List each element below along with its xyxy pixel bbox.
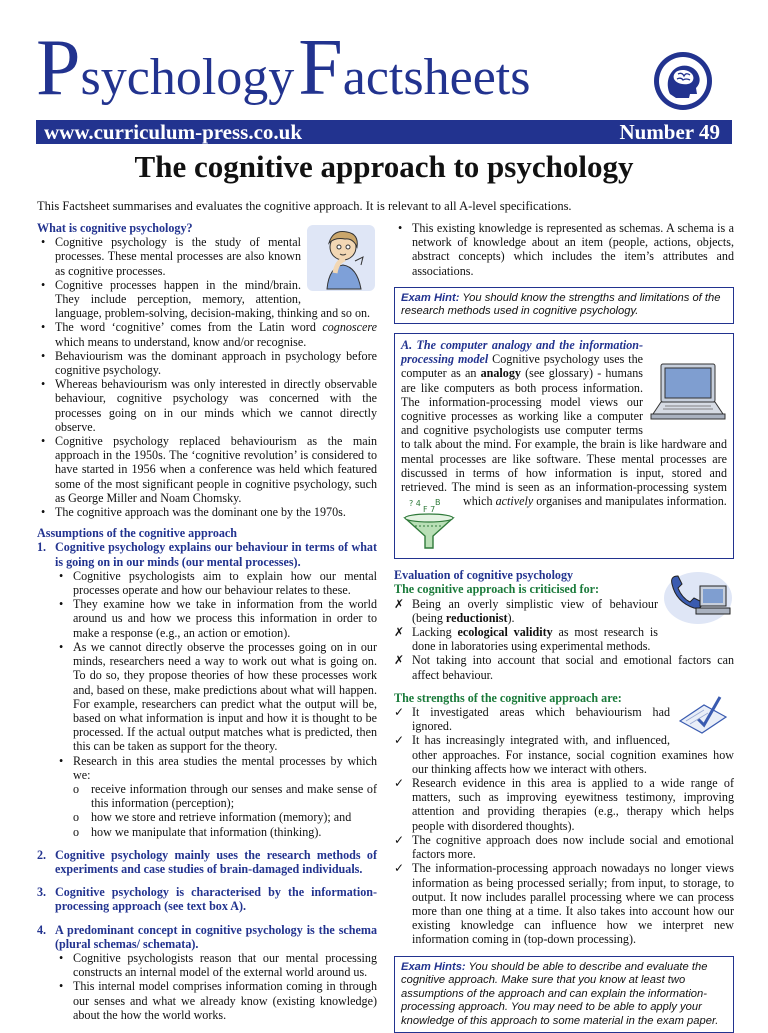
list-item: ✓ The cognitive approach does now include social and emotional factors more. <box>394 833 734 861</box>
list-item: o receive information through our senses and make sense of this information (perception); <box>73 782 377 810</box>
actively-term: actively <box>495 494 534 509</box>
list-item: ✓ Research evidence in this area is applied to a wide range of matters, such as improving eyewitness testimony, improving attention and providing therapies (e.g., therapy which helps people with disordered thoughts). <box>394 776 734 833</box>
exam-hint-box: Exam Hint: You should know the strengths and limitations of the research methods used in cognitive psychology. <box>394 287 734 324</box>
list-item: ✗ Lacking ecological validity as most research is done in laboratories using experimental methods. <box>394 625 734 653</box>
intro-text: This Factsheet summarises and evaluates the cognitive approach. It is relevant to all A-level specifications. <box>37 199 572 213</box>
list-item: ✓ The information-processing approach nowadays no longer views information as being processed serially; from input, to storage, to output. It now includes parallel processing where we can process more than one thing at a time. It also takes into account how our existing knowledge can influence how we interpret new information coming in (top-down processing). <box>394 861 734 946</box>
assumption-3: 3. Cognitive psychology is characterised by the information-processing approach (see text box A). <box>37 885 377 914</box>
header-bar <box>36 120 732 144</box>
right-column <box>394 221 734 1033</box>
list-item: • As we cannot directly observe the processes going on in our minds, researchers need a way to work out what is going on. To do so, they propose theories of how these processes work and, based on these, make predictions about what will happen. For example, researchers can predict what the output will be, based on what information is input and how it is thought to be processed. If the actual output matches what is predicted, then this can be taken as support for the theory. <box>55 640 377 754</box>
assumption-2: 2. Cognitive psychology mainly uses the research methods of experiments and case studies of brain-damaged individuals. <box>37 847 377 876</box>
list-item: ✗ Being an overly simplistic view of behaviour (being reductionist). <box>394 597 734 625</box>
list-item: • This existing knowledge is represented as schemas. A schema is a network of knowledge about an item (people, actions, objects, abstract concepts) which includes the item’s attributes and associations. <box>394 221 734 278</box>
list-item: • Cognitive psychology replaced behaviourism as the main approach in the 1950s. The ‘cognitive revolution’ is considered to have started in 1956 when a conference was held which featured some of the most significant people in cognitive psychology, such as George Miller and Noam Chomsky. <box>37 434 377 505</box>
box-a-heading: A. The computer analogy and the information-processing model <box>401 338 643 367</box>
svg-text:? 4: ? 4 <box>409 499 421 509</box>
list-item: • Cognitive psychology is the study of mental processes. These mental processes are also known as cognitive processes. <box>37 235 377 278</box>
list-item: • The word ‘cognitive’ comes from the Latin word cognoscere which means to understand, know and/or recognise. <box>37 320 377 348</box>
list-item: • Cognitive psychologists reason that our mental processing constructs an internal model of the external world around us. <box>55 951 377 979</box>
list-item: • They examine how we take in information from the world around us and how we process this information in order to make a response (e.g., an action or emotion). <box>55 597 377 640</box>
assumption-4: 4. A predominant concept in cognitive psychology is the schema (plural schemas/ schemata). <box>37 922 377 951</box>
schema-list <box>394 221 734 278</box>
list-item: ✗ Not taking into account that social and emotional factors can affect behaviour. <box>394 653 734 681</box>
what-heading: What is cognitive psychology? <box>37 221 193 235</box>
latin-word: cognoscere <box>322 320 377 335</box>
assumption-1-list <box>37 569 377 782</box>
funnel-icon <box>401 496 457 554</box>
list-item: • Behaviourism was the dominant approach in psychology before cognitive psychology. <box>37 349 377 377</box>
assumption-4-list <box>37 951 377 1022</box>
list-item: • This internal model comprises information coming in through our senses and what we already know (existing knowledge) about the how the world works. <box>55 979 377 1022</box>
strengths-heading: The strengths of the cognitive approach are: <box>394 690 622 705</box>
list-item: o how we manipulate that information (thinking). <box>73 825 377 839</box>
list-item: ✓ It investigated areas which behaviourism had ignored. <box>394 705 734 733</box>
evaluation-heading: Evaluation of cognitive psychology <box>394 568 574 583</box>
assumptions-heading: Assumptions of the cognitive approach <box>37 526 238 541</box>
assumption-1-sublist <box>37 782 377 839</box>
masthead-title: Psychology Factsheets <box>36 24 531 112</box>
assumption-1: 1. Cognitive psychology explains our behaviour in terms of what is going on in our minds (our mental processes). <box>37 540 377 569</box>
what-list <box>37 235 377 519</box>
issue-number: Number 49 <box>619 120 720 144</box>
left-column <box>37 221 377 1022</box>
strengths-list <box>394 705 734 946</box>
exam-hints-box: Exam Hints: You should be able to describe and evaluate the cognitive approach. Make sure that you know at least two assumptions of the approach and can explain the information-processing approach. You may need to be able to apply your knowledge of this approach to some material in the exam paper. <box>394 956 734 1033</box>
list-item: o how we store and retrieve information (memory); and <box>73 810 377 824</box>
list-item: • Research in this area studies the mental processes by which we: <box>55 754 377 782</box>
criticisms-list <box>394 597 734 682</box>
laptop-icon <box>647 360 727 424</box>
list-item: • Cognitive psychologists aim to explain how our mental processes operate and how our behaviour relates to these. <box>55 569 377 597</box>
analogy-term: analogy <box>480 366 521 381</box>
brain-logo-icon <box>652 50 714 112</box>
page-title: The cognitive approach to psychology <box>134 149 634 184</box>
website-url[interactable]: www.curriculum-press.co.uk <box>44 120 303 144</box>
criticised-heading: The cognitive approach is criticised for: <box>394 582 600 597</box>
list-item: • Cognitive processes happen in the mind/brain. They include perception, memory, attention, language, problem-solving, decision-making, thinking and so on. <box>37 278 377 321</box>
list-item: • The cognitive approach was the dominant one by the 1970s. <box>37 505 377 519</box>
text-box-a: A. The computer analogy and the information-processing model Cognitive psychology uses the computer as an analogy (see glossary) - humans are like computers as both process information. The information-processing model views our cognitive processes as working like a computer and cognitive psychologists use computer terms to talk about the mind. For example, the brain is like hardware and mental processes are like software. These mental processes are discussed in terms of how information is input, stored and retrieved. The mind is seen as an information-processing system which ? 4 F 7 B actively organises and manipulates information. <box>394 333 734 559</box>
svg-text:B: B <box>435 498 441 508</box>
list-item: • Whereas behaviourism was only interested in directly observable behaviour, cognitive psychology was concerned with the processes going on in our minds which we cannot directly observe. <box>37 377 377 434</box>
list-item: ✓ It has increasingly integrated with, and influenced, other approaches. For instance, social cognition examines how our thinking affects how we interact with others. <box>394 733 734 776</box>
svg-text:F 7: F 7 <box>423 505 436 515</box>
